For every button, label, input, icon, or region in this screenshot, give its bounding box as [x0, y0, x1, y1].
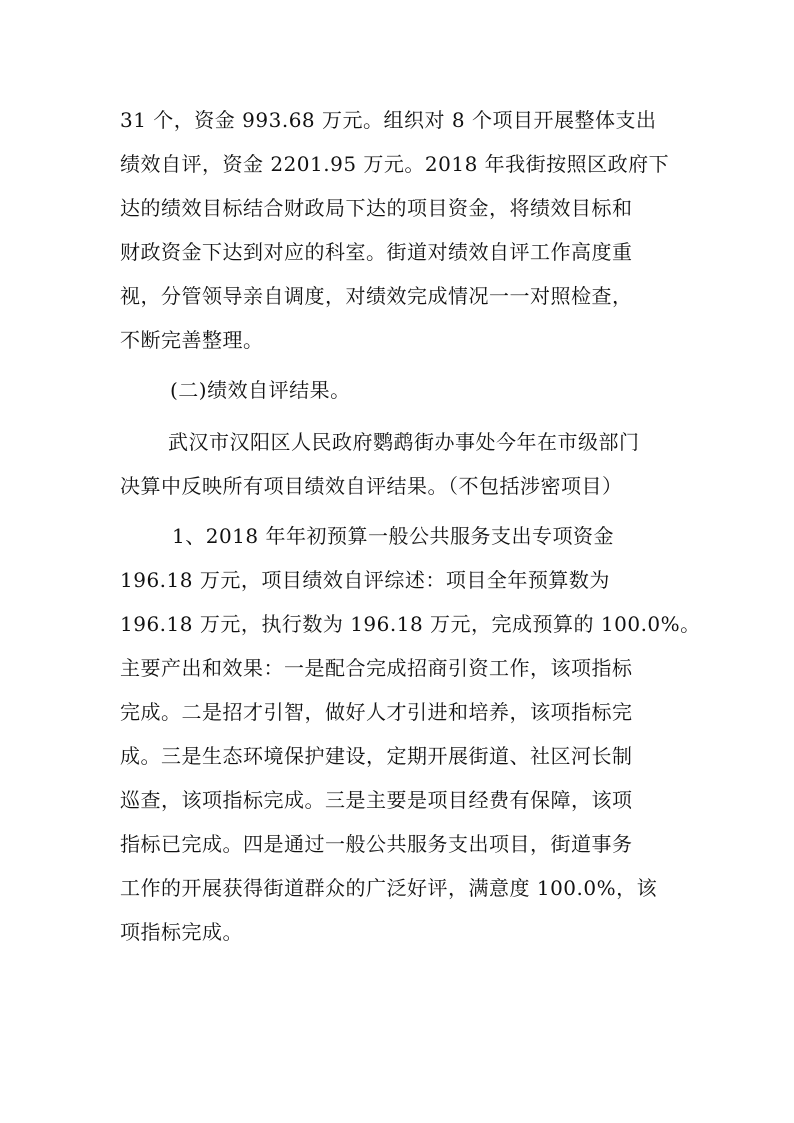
text-line: 达的绩效目标结合财政局下达的项目资金，将绩效目标和: [120, 196, 633, 220]
text-line: 武汉市汉阳区人民政府鹦鹉街办事处今年在市级部门: [168, 430, 640, 454]
text-line: 主要产出和效果：一是配合完成招商引资工作，该项指标: [120, 656, 633, 680]
text-line: 绩效自评，资金 2201.95 万元。2018 年我街按照区政府下: [120, 152, 670, 176]
text-line: 196.18 万元，执行数为 196.18 万元，完成预算的 100.0%。: [120, 612, 701, 636]
text-line: 成。三是生态环境保护建设，定期开展街道、社区河长制: [120, 744, 633, 768]
text-line: 不断完善整理。: [120, 328, 264, 352]
text-line: 决算中反映所有项目绩效自评结果。（不包括涉密项目）: [120, 474, 623, 498]
text-line: 31 个，资金 993.68 万元。组织对 8 个项目开展整体支出: [120, 108, 657, 132]
text-line: 财政资金下达到对应的科室。街道对绩效自评工作高度重: [120, 240, 633, 264]
text-line: 指标已完成。四是通过一般公共服务支出项目，街道事务: [120, 832, 633, 856]
heading-text: (二)绩效自评结果。: [170, 378, 351, 402]
text-line: 196.18 万元，项目绩效自评综述：项目全年预算数为: [120, 568, 610, 592]
text-line: 视，分管领导亲自调度，对绩效完成情况一一对照检查，: [120, 284, 633, 308]
text-line: 完成。二是招才引智，做好人才引进和培养，该项指标完: [120, 700, 633, 724]
text-line: 1、2018 年年初预算一般公共服务支出专项资金: [172, 524, 614, 548]
text-line: 巡查，该项指标完成。三是主要是项目经费有保障，该项: [120, 788, 633, 812]
text-line: 工作的开展获得街道群众的广泛好评，满意度 100.0%，该: [120, 876, 658, 900]
text-line: 项指标完成。: [120, 920, 243, 944]
